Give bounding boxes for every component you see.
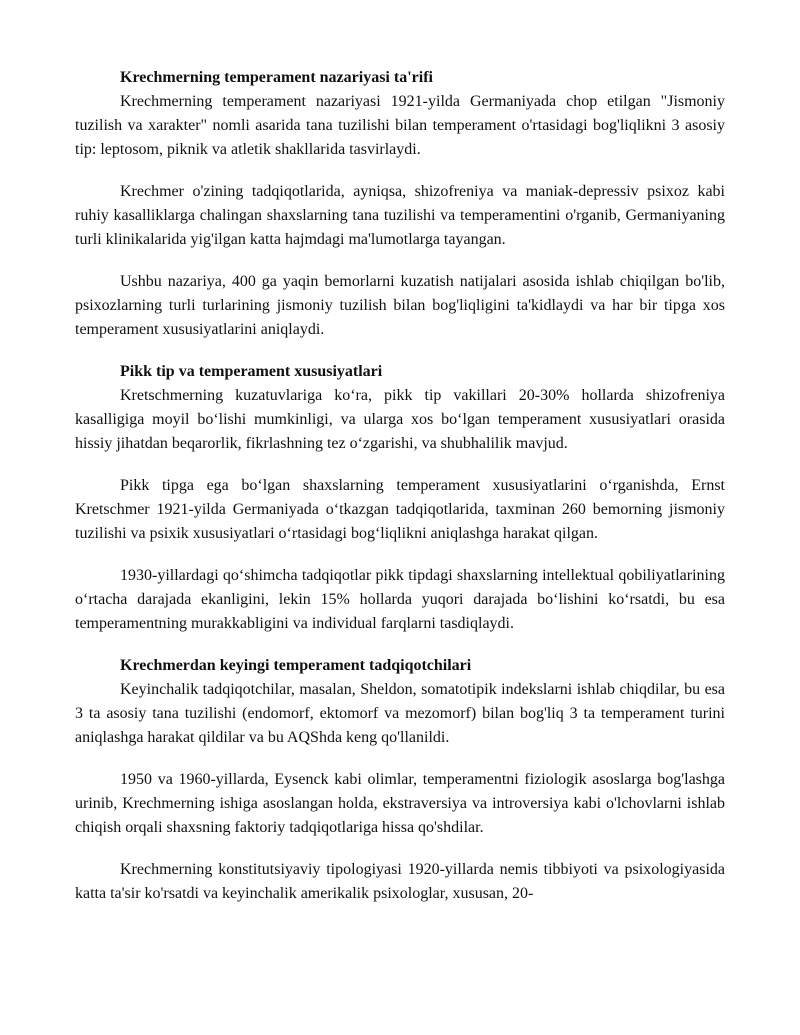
paragraph: Krechmerning temperament nazariyasi 1921-yilda Germaniyada chop etilgan "Jismoniy tuzilish va xarakter" nomli asarida tana tuzilishi bilan temperament o'rtasidagi bog'liqlikni 3 asosiy tip: leptosom, piknik va atletik shakllarida tasvirlaydi. bbox=[75, 93, 725, 158]
paragraph: Kretschmerning kuzatuvlariga ko‘ra, pikk tip vakillari 20-30% hollarda shizofreniya kasalligiga moyil bo‘lishi mumkinligi, va ularga xos bo‘lgan temperament xususiyatlari orasida hissiy jihatdan beqarorlik, fikrlashning tez o‘zgarishi, va shubhalilik mavjud. bbox=[75, 387, 725, 452]
section-heading: Pikk tip va temperament xususiyatlari bbox=[120, 363, 383, 380]
paragraph: 1950 va 1960-yillarda, Eysenck kabi olimlar, temperamentni fiziologik asoslarga bog'lashga urinib, Krechmerning ishiga asoslangan holda, ekstraversiya va introversiya kabi o'lchovlarni ishlab chiqish orqali shaxsning faktoriy tadqiqotlariga hissa qo'shdilar. bbox=[75, 771, 725, 836]
section-heading: Krechmerning temperament nazariyasi ta'rifi bbox=[120, 69, 433, 86]
section-later-researchers bbox=[75, 654, 725, 906]
section-heading: Krechmerdan keyingi temperament tadqiqotchilari bbox=[120, 657, 472, 674]
paragraph: Krechmerning konstitutsiyaviy tipologiyasi 1920-yillarda nemis tibbiyoti va psixologiyasida katta ta'sir ko'rsatdi va keyinchalik amerikalik psixologlar, xususan, 20- bbox=[75, 861, 725, 902]
document-page bbox=[75, 66, 725, 912]
section-pikk-type bbox=[75, 360, 725, 636]
paragraph: Krechmer o'zining tadqiqotlarida, ayniqsa, shizofreniya va maniak-depressiv psixoz kabi ruhiy kasalliklarga chalingan shaxslarning tana tuzilishi va temperamentini o'rganib, Germaniyaning turli klinikalarida yig'ilgan katta hajmdagi ma'lumotlarga tayangan. bbox=[75, 183, 725, 248]
paragraph: Pikk tipga ega bo‘lgan shaxslarning temperament xususiyatlarini o‘rganishda, Ernst Kretschmer 1921-yilda Germaniyada o‘tkazgan tadqiqotlarida, taxminan 260 bemorning jismoniy tuzilishi va psixik xususiyatlari o‘rtasidagi bog‘liqlikni aniqlashga harakat qilgan. bbox=[75, 477, 725, 542]
paragraph: Ushbu nazariya, 400 ga yaqin bemorlarni kuzatish natijalari asosida ishlab chiqilgan bo'lib, psixozlarning turli turlarining jismoniy tuzilish bilan bog'liqligini ta'kidlaydi va har bir tipga xos temperament xususiyatlarini aniqlaydi. bbox=[75, 273, 725, 338]
paragraph: 1930-yillardagi qo‘shimcha tadqiqotlar pikk tipdagi shaxslarning intellektual qobiliyatlarining o‘rtacha darajada ekanligini, lekin 15% hollarda yuqori darajada bo‘lishini ko‘rsatdi, bu esa temperamentning murakkabligini va individual farqlarni tasdiqlaydi. bbox=[75, 567, 725, 632]
section-kretschmer-theory bbox=[75, 66, 725, 342]
paragraph: Keyinchalik tadqiqotchilar, masalan, Sheldon, somatotipik indekslarni ishlab chiqdilar, bu esa 3 ta asosiy tana tuzilishi (endomorf, ektomorf va mezomorf) bilan bog'liq 3 ta temperament turini aniqlashga harakat qildilar va bu AQShda keng qo'llanildi. bbox=[75, 681, 725, 746]
